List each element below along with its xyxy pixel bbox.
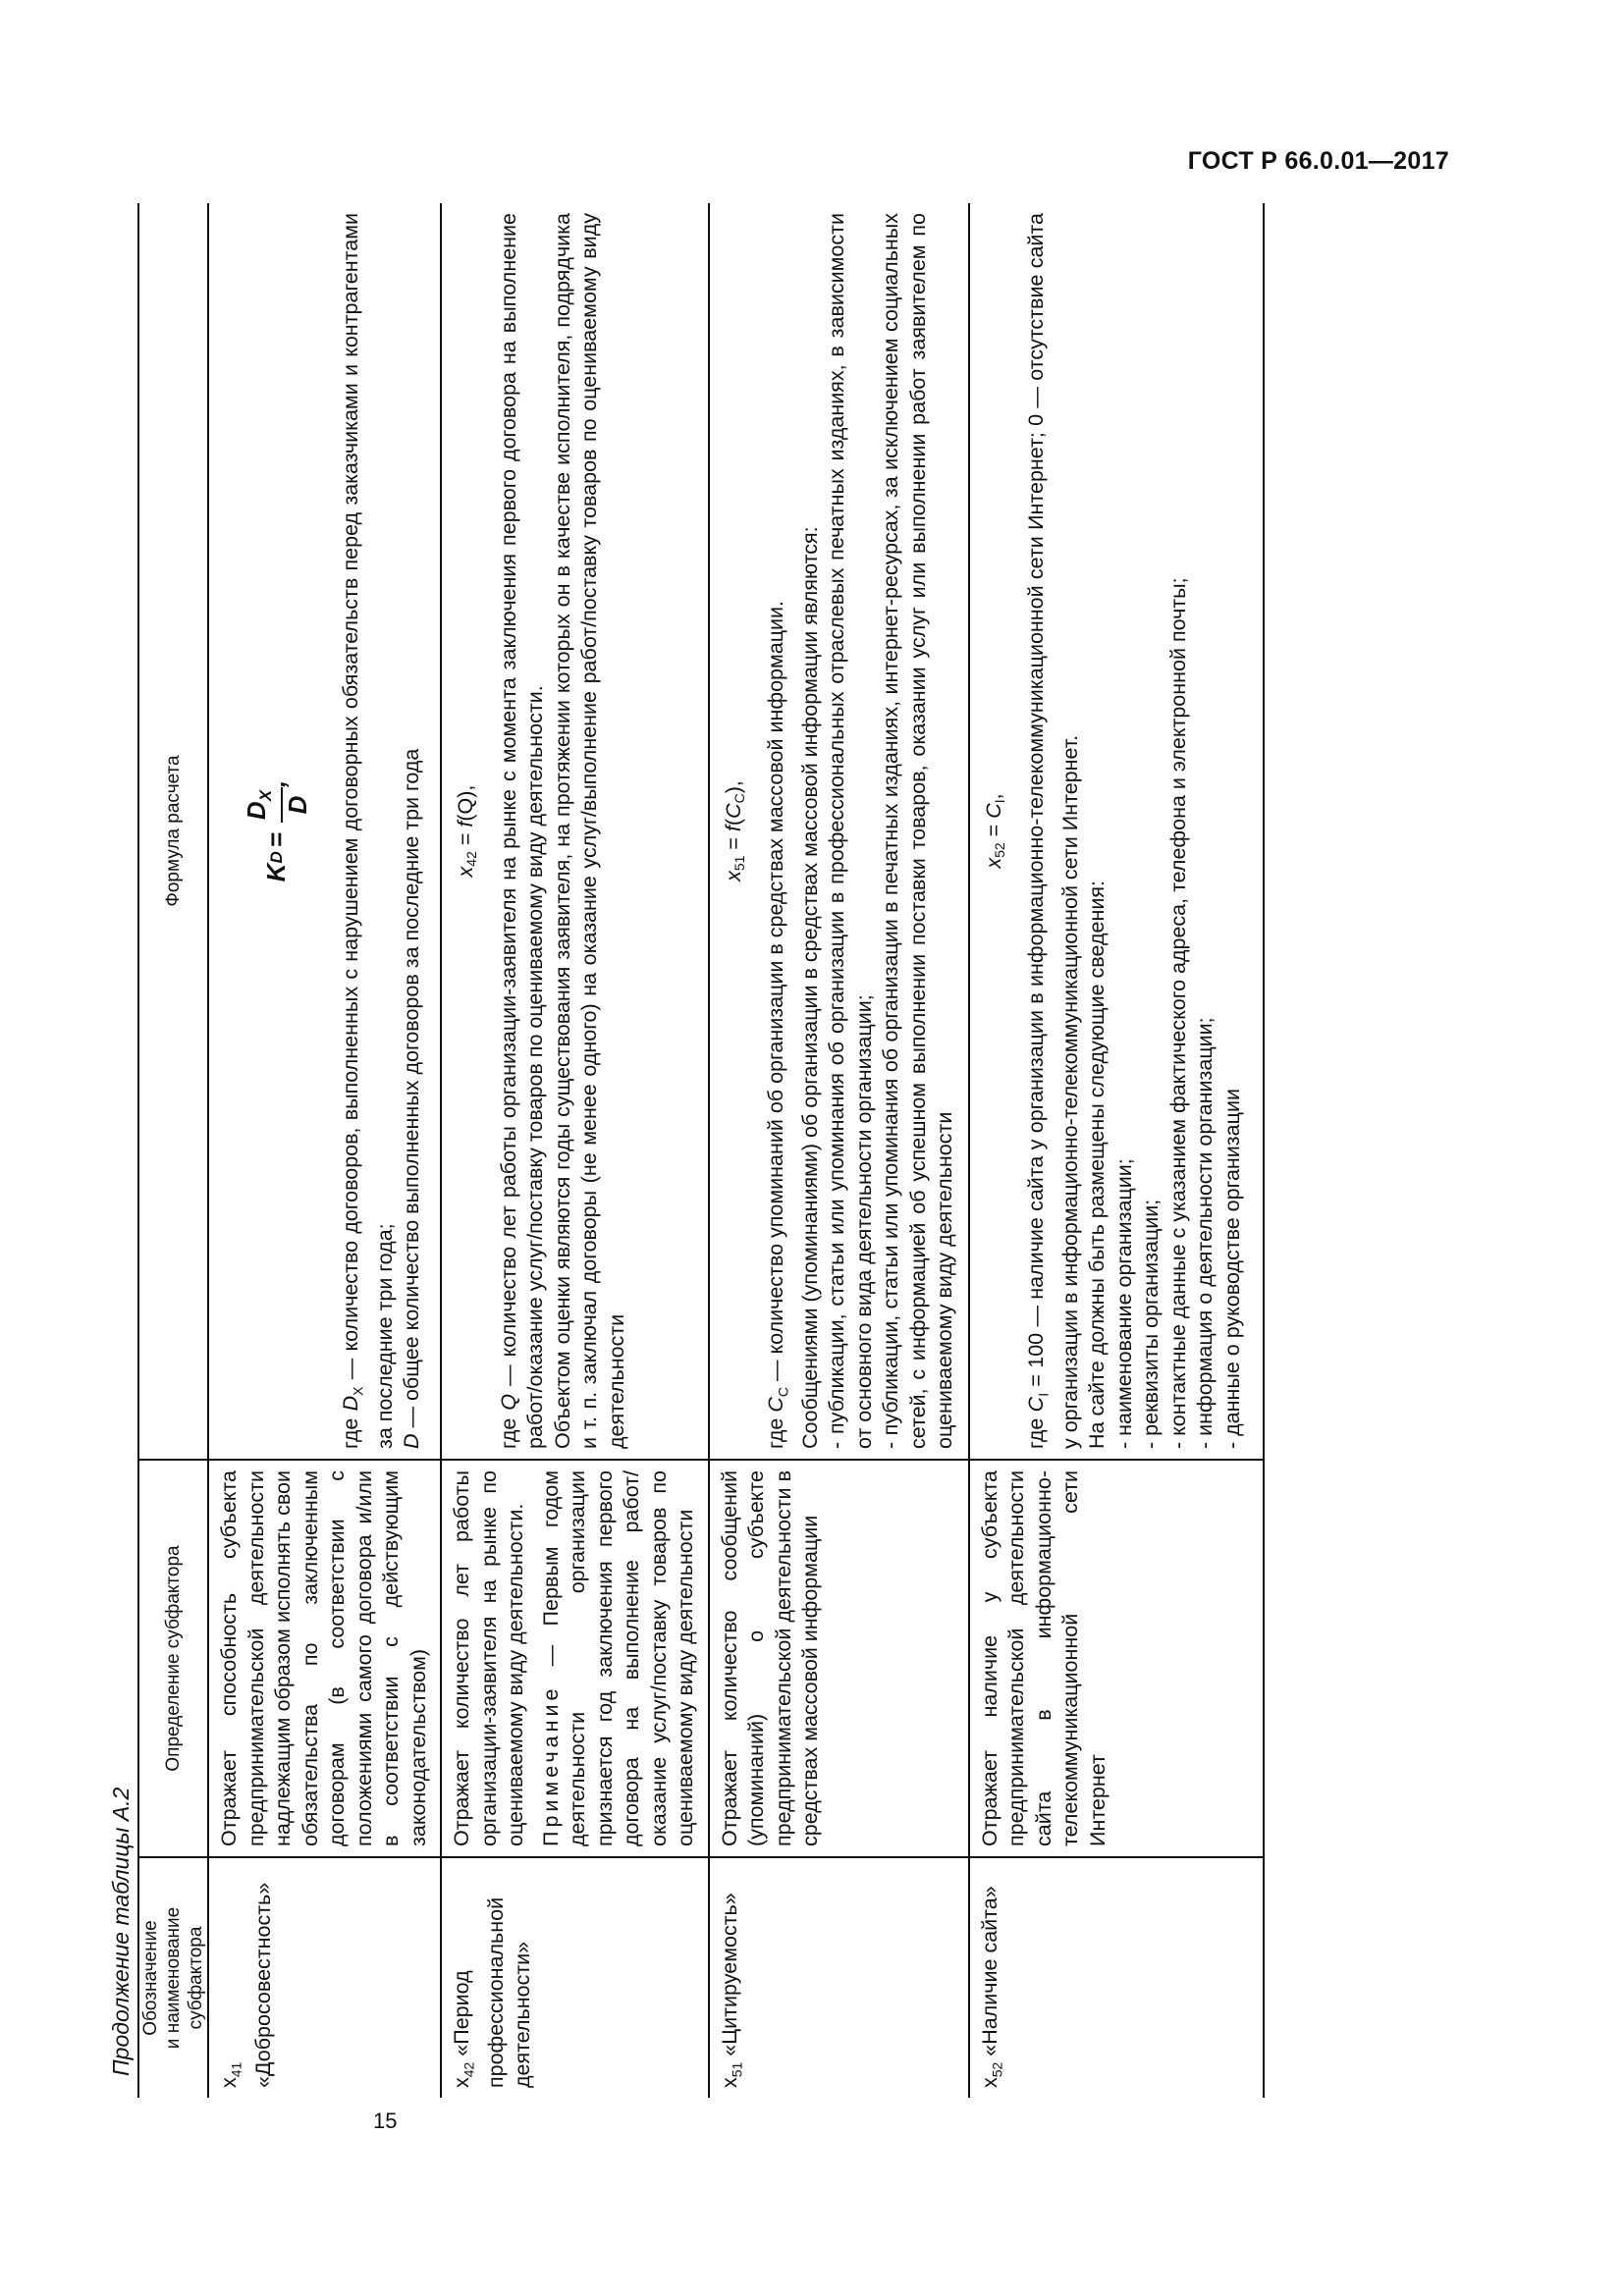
header-designation: Обозначение и наименование субфактора xyxy=(138,1857,208,2098)
table-row xyxy=(208,203,441,2098)
fraction-formula: K D = $D_X$ D , xyxy=(242,779,312,882)
subfactor-designation: $x_{51}$ «Цитируемость» xyxy=(709,1857,969,2098)
table-row xyxy=(709,203,969,2098)
table-header-row xyxy=(138,203,208,2098)
subfactor-definition: Отражает способность субъекта предпринимательской деятельности надлежащим образом исполнять свои обязательства по заключенным договорам (в соответствии с положениями самого договора и/или в соответствии с действующим законодательством) xyxy=(208,1460,441,1857)
list-item: - информация о деятельности организации; xyxy=(1193,1017,1218,1449)
formula: x51 = f(CC), xyxy=(721,780,747,881)
formula: x52 = CI, xyxy=(981,793,1007,869)
subfactor-definition: Отражает количество сообщений (упоминаний) о субъекте предпринимательской деятельности в средствах массовой информации xyxy=(709,1460,969,1857)
list-item: - контактные данные с указанием фактического адреса, телефона и электронной почты; xyxy=(1165,577,1190,1449)
standard-code: ГОСТ Р 66.0.01—2017 xyxy=(1187,147,1449,175)
list-item: - публикации, статьи или упоминания об организации в печатных изданиях, интернет-ресурсах, за исключением социальных сетей, с информацией об успешном выполнении поставки товаров, оказании услуг или выполнении работ заявителем по оцениваемому виду деятельности xyxy=(879,213,957,1449)
subfactor-designation: $x_{42}$ «Период профессиональной деятельности» xyxy=(441,1857,709,2098)
header-definition: Определение субфактора xyxy=(138,1460,208,1857)
list-item: - реквизиты организации; xyxy=(1139,1199,1164,1449)
header-formula: Формула расчета xyxy=(138,203,208,1460)
table-row xyxy=(441,203,709,2098)
subfactor-designation: $x_{52}$ «Наличие сайта» xyxy=(969,1857,1264,2098)
subfactor-definition: Отражает наличие у субъекта предпринимательской деятельности сайта в информационно-телекоммуникационной сети Интернет xyxy=(969,1460,1264,1857)
page-number: 15 xyxy=(373,2109,398,2133)
subfactor-formula: K D = $D_X$ D , где $D_X$ — количество договоров, выполненных с нарушением договорных обязательств перед заказчиками и контрагентами за последние три года; D — общее количество выполненных договоров за последние три года xyxy=(208,203,441,1460)
subfactor-formula: x52 = CI, где $C_I = 100$ — наличие сайта у организации в информационно-телекоммуникационной сети Интернет; 0 — отсутствие сайта у организации в информационно-телекоммуникационной сети Интернет. На сайте должны быть размещены следующие сведения: - наименование организации; - реквизиты организации; - контактные данные с указанием фактического адреса, телефона и электронной почты; - информация о деятельности организации; - данные о руководстве организации xyxy=(969,203,1264,1460)
table-caption: Продолжение таблицы А.2 xyxy=(108,1787,134,2076)
subfactor-designation: $x_{41}$ «Добросовестность» xyxy=(208,1857,441,2098)
list-item: - публикации, статьи или упоминания об организации в профессиональных отраслевых печатных изданиях, в зависимости от основного вида деятельности организации; xyxy=(825,213,876,1449)
rotated-table-block xyxy=(108,203,1318,2098)
subfactor-formula: x51 = f(CC), где $C_C$ — количество упоминаний об организации в средствах массовой информации. Сообщениями (упоминаниями) об организации в средствах массовой информации являются: - публикации, статьи или упоминания об организации в профессиональных отраслевых печатных изданиях, в зависимости от основного вида деятельности организации; - публикации, статьи или упоминания об организации в печатных изданиях, интернет-ресурсах, за исключением социальных сетей, с информацией об успешном выполнении поставки товаров, оказании услуг или выполнении работ заявителем по оцениваемому виду деятельности xyxy=(709,203,969,1460)
list-item: - наименование организации; xyxy=(1111,1158,1136,1449)
table-row xyxy=(969,203,1264,2098)
formula: x42 = f(Q), xyxy=(454,784,479,878)
subfactor-formula: x42 = f(Q), где Q — количество лет работы организации-заявителя на рынке с момента заключения первого договора на выполнение работ/оказание услуг/поставку товаров по оцениваемому виду деятельности. Объектом оценки являются годы существования заявителя, на протяжении которых он в качестве исполнителя, подрядчика и т. п. заключал договоры (не менее одного) на оказание услуг/выполнение работ/поставку товаров по оцениваемому виду деятельности xyxy=(441,203,709,1460)
list-item: - данные о руководстве организации xyxy=(1219,1089,1244,1449)
subfactor-table xyxy=(137,203,1265,2098)
note: Примечание — Первым годом деятельности организации признается год заключения первого договора на выполнение работ/оказание услуг/поставку товаров по оцениваемому виду деятельности xyxy=(538,1470,697,1846)
subfactor-definition: Отражает количество лет работы организации-заявителя на рынке по оцениваемому виду деятельности. Примечание — Первым годом деятельности организации признается год заключения первого договора на выполнение работ/оказание услуг/поставку товаров по оцениваемому виду деятельности xyxy=(441,1460,709,1857)
